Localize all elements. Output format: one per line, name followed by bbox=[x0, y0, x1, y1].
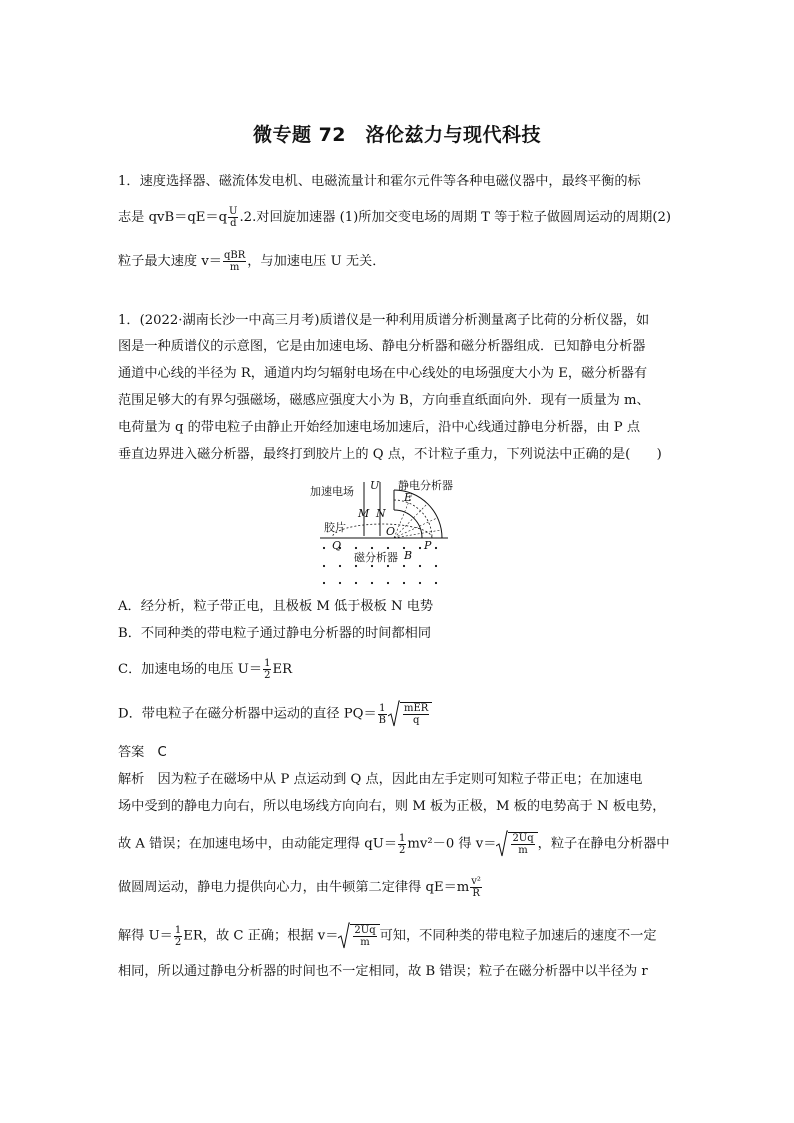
summary-line-3 bbox=[118, 250, 688, 273]
label-electrostatic-analyzer: 静电分析器 bbox=[398, 479, 453, 492]
option-c-post: ER bbox=[272, 662, 293, 677]
frac-den: m bbox=[229, 262, 240, 273]
option-c-pre: C．加速电场的电压 U＝ bbox=[118, 662, 263, 677]
fraction-one-half bbox=[174, 925, 182, 948]
analysis-line-3-post: ，粒子在静电分析器中 bbox=[537, 836, 670, 852]
analysis-line-2: 场中受到的静电力向右，所以电场线方向向右，则 M 板为正极，M 板的电势高于 N 板电势， bbox=[118, 799, 666, 814]
label-m: M bbox=[358, 507, 370, 520]
analysis-line-3-mid: mv²－0 得 v＝ bbox=[407, 836, 497, 852]
radical-sign bbox=[496, 830, 508, 858]
option-d bbox=[118, 702, 688, 726]
analysis-line-4 bbox=[118, 876, 688, 899]
analysis-line-1: 解析 因为粒子在磁场中从 P 点运动到 Q 点，因此由左手定则可知粒子带正电；在加速电 bbox=[118, 772, 643, 787]
frac-den: m bbox=[518, 845, 528, 856]
frac-den: 2 bbox=[264, 670, 271, 681]
frac-num: U bbox=[229, 206, 238, 217]
question-line-5: 电荷量为 q 的带电粒子由静止开始经加速电场加速后，沿中心线通过静电分析器，由 P 点 bbox=[118, 420, 641, 435]
frac-num: 2Uq bbox=[354, 925, 376, 936]
page-title: 微专题 72 洛伦兹力与现代科技 bbox=[252, 124, 542, 146]
analysis-line-3 bbox=[118, 832, 688, 856]
question-line-6: 垂直边界进入磁分析器，最终打到胶片上的 Q 点，不计粒子重力，下列说法中正确的是( ) bbox=[118, 447, 662, 462]
frac-num: 2Uq bbox=[512, 833, 534, 844]
label-film: 胶片 bbox=[324, 521, 346, 534]
analysis-line-5-mid: ER，故 C 正确；根据 v＝ bbox=[183, 928, 339, 944]
frac-den: d bbox=[230, 218, 237, 229]
analysis-line-3-pre: 故 A 错误；在加速电场中，由动能定理得 qU＝ bbox=[118, 836, 398, 852]
fraction-one-half bbox=[398, 833, 406, 856]
analysis-line-5-pre: 解得 U＝ bbox=[118, 928, 173, 944]
inner-fraction bbox=[511, 833, 534, 856]
label-q: Q bbox=[332, 539, 342, 552]
field-line bbox=[394, 530, 441, 538]
frac-num: 1 bbox=[174, 924, 182, 936]
summary-line-1: 1．速度选择器、磁流体发电机、电磁流量计和霍尔元件等各种电磁仪器中，最终平衡的标 bbox=[118, 174, 641, 189]
option-d-pre: D．带电粒子在磁分析器中运动的直径 PQ＝ bbox=[118, 706, 377, 722]
analysis-line-6: 相同，所以通过静电分析器的时间也不一定相同，故 B 错误；粒子在磁分析器中以半径为 r bbox=[118, 964, 648, 979]
frac-num: 1 bbox=[379, 702, 386, 714]
option-a: A．经分析，粒子带正电，且极板 M 低于极板 N 电势 bbox=[118, 599, 434, 614]
analysis-line-5 bbox=[118, 924, 688, 948]
particle-path bbox=[332, 524, 432, 538]
frac-den: m bbox=[360, 937, 370, 948]
analysis-line-4-pre: 做圆周运动，静电力提供向心力，由牛顿第二定律得 qE＝m bbox=[118, 880, 470, 895]
frac-num: mER bbox=[404, 703, 429, 714]
summary-line-2 bbox=[118, 206, 688, 229]
question-line-1: 1．(2022·湖南长沙一中高三月考)质谱仪是一种利用质谱分析测量离子比荷的分析仪器，如 bbox=[118, 313, 650, 328]
summary-line-3-post: ，与加速电压 U 无关． bbox=[247, 254, 386, 269]
frac-den: R bbox=[472, 888, 480, 899]
fraction-u-over-d bbox=[228, 206, 238, 229]
label-accel-field: 加速电场 bbox=[310, 485, 354, 498]
label-p: P bbox=[424, 539, 432, 552]
frac-den: 2 bbox=[174, 936, 182, 948]
answer-line: 答案 C bbox=[118, 745, 167, 760]
sqrt-mer-over-q bbox=[388, 702, 432, 726]
label-u: U bbox=[370, 479, 380, 492]
analysis-line-5-post: 可知，不同种类的带电粒子加速后的速度不一定 bbox=[379, 928, 657, 944]
fraction-one-half bbox=[263, 658, 271, 681]
frac-num: v² bbox=[471, 876, 481, 887]
label-o: O bbox=[386, 525, 396, 538]
radical-sign bbox=[388, 700, 400, 728]
label-e: E bbox=[404, 491, 413, 504]
question-line-4: 范围足够大的有界匀强磁场，磁感应强度大小为 B，方向垂直纸面向外．现有一质量为 m、 bbox=[118, 393, 650, 408]
summary-line-3-pre: 粒子最大速度 v＝ bbox=[118, 254, 222, 269]
frac-num: qBR bbox=[223, 250, 246, 261]
frac-num: 1 bbox=[399, 832, 406, 844]
frac-den: 2 bbox=[399, 844, 406, 856]
option-b: B．不同种类的带电粒子通过静电分析器的时间都相同 bbox=[118, 626, 432, 641]
radical-sign bbox=[338, 922, 350, 950]
sqrt-2uq-over-m bbox=[338, 924, 379, 948]
frac-den: q bbox=[412, 715, 420, 726]
label-magnetic-analyzer: 磁分析器 bbox=[354, 551, 398, 564]
frac-num: 1 bbox=[264, 658, 271, 669]
inner-fraction bbox=[403, 703, 429, 726]
question-line-3: 通道中心线的半径为 R，通道内均匀辐射电场在中心线处的电场强度大小为 E，磁分析器有 bbox=[118, 366, 648, 381]
label-b: B bbox=[404, 549, 413, 562]
fraction-one-over-b bbox=[378, 703, 387, 726]
mass-spectrometer-figure bbox=[300, 476, 453, 594]
inner-fraction bbox=[353, 925, 376, 948]
option-c bbox=[118, 658, 688, 681]
frac-den: B bbox=[378, 714, 386, 726]
summary-line-2-post: .2.对回旋加速器 (1)所加交变电场的周期 T 等于粒子做圆周运动的周期(2) bbox=[239, 210, 672, 225]
fraction-v2-over-r bbox=[470, 876, 482, 899]
label-n: N bbox=[376, 507, 386, 520]
sqrt-2uq-over-m bbox=[496, 832, 537, 856]
fraction-qbr-over-m bbox=[223, 250, 246, 273]
question-line-2: 图是一种质谱仪的示意图，它是由加速电场、静电分析器和磁分析器组成．已知静电分析器 bbox=[118, 339, 646, 354]
summary-line-2-pre: 志是 qvB＝qE＝q bbox=[118, 210, 228, 225]
